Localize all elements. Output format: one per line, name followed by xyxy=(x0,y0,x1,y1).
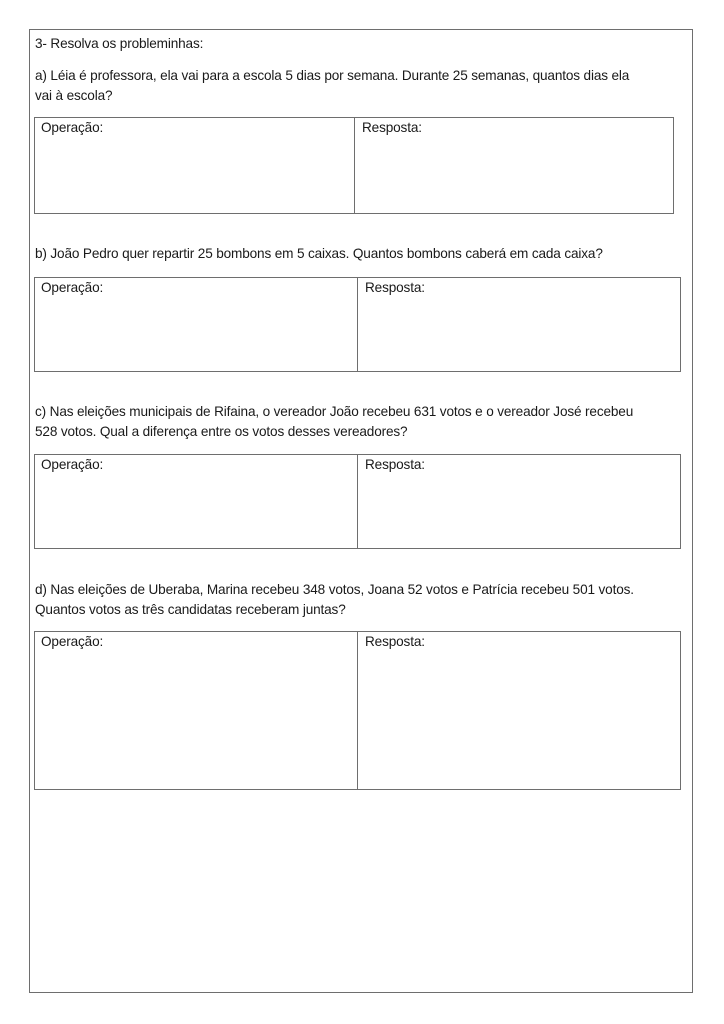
problem-c-line1: c) Nas eleições municipais de Rifaina, o vereador João recebeu 631 votos e o vereador José recebeu xyxy=(35,404,634,419)
box-divider xyxy=(357,455,358,548)
problem-d-line2: Quantos votos as três candidatas receberam juntas? xyxy=(35,602,346,617)
problem-a-line1: a) Léia é professora, ela vai para a escola 5 dias por semana. Durante 25 semanas, quantos dias ela xyxy=(35,68,630,83)
worksheet-heading: 3- Resolva os probleminhas: xyxy=(35,36,204,51)
answer-label: Resposta: xyxy=(365,457,425,472)
problem-c-line2: 528 votos. Qual a diferença entre os votos desses vereadores? xyxy=(35,424,408,439)
operation-label: Operação: xyxy=(41,120,104,135)
operation-label: Operação: xyxy=(41,634,104,649)
problem-b-text xyxy=(35,244,690,264)
box-divider xyxy=(354,118,355,213)
problem-a-text xyxy=(35,66,690,106)
problem-a-line2: vai à escola? xyxy=(35,88,113,103)
problem-c-answer-box[interactable] xyxy=(34,454,681,549)
operation-label: Operação: xyxy=(41,280,104,295)
box-divider xyxy=(357,278,358,371)
answer-label: Resposta: xyxy=(362,120,422,135)
box-divider xyxy=(357,632,358,789)
problem-c-text xyxy=(35,402,690,442)
problem-d-text xyxy=(35,580,690,620)
answer-label: Resposta: xyxy=(365,634,425,649)
operation-label: Operação: xyxy=(41,457,104,472)
problem-a-answer-box[interactable] xyxy=(34,117,674,214)
problem-d-answer-box[interactable] xyxy=(34,631,681,790)
problem-b-line1: b) João Pedro quer repartir 25 bombons em 5 caixas. Quantos bombons caberá em cada caixa? xyxy=(35,246,603,261)
problem-b-answer-box[interactable] xyxy=(34,277,681,372)
problem-d-line1: d) Nas eleições de Uberaba, Marina recebeu 348 votos, Joana 52 votos e Patrícia recebeu 501 votos. xyxy=(35,582,634,597)
answer-label: Resposta: xyxy=(365,280,425,295)
